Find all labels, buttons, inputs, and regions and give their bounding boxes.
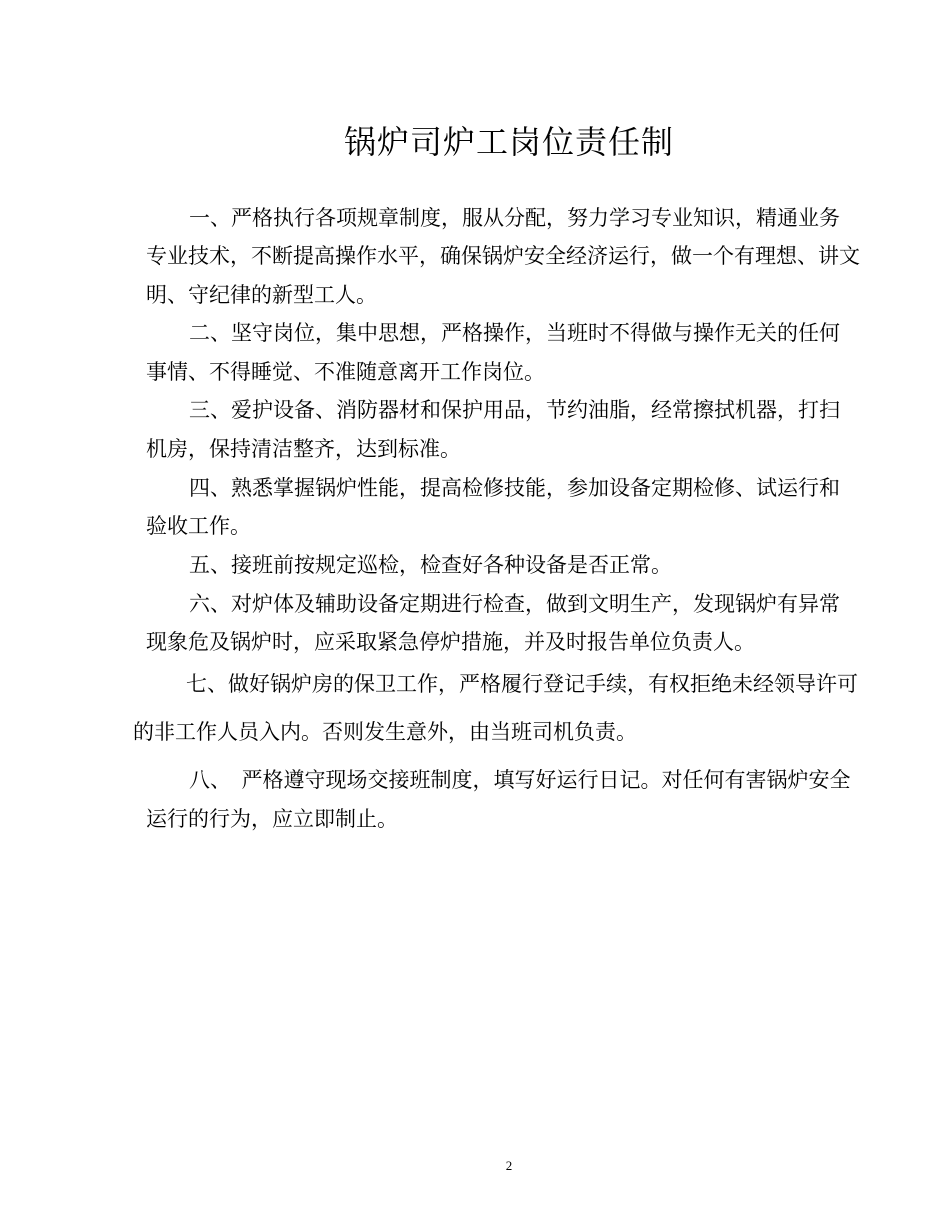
clause-4-line-2: 验收工作。 (146, 514, 251, 538)
clause-1-line-2: 专业技术，不断提高操作水平，确保锅炉安全经济运行，做一个有理想、讲文 (146, 244, 860, 268)
clause-3-line-2: 机房，保持清洁整齐，达到标准。 (146, 437, 461, 461)
clause-4-line-1: 四、熟悉掌握锅炉性能，提高检修技能，参加设备定期检修、试运行和 (189, 476, 840, 500)
document-title: 锅炉司炉工岗位责任制 (343, 123, 674, 161)
clause-2-line-1: 二、坚守岗位，集中思想，严格操作，当班时不得做与操作无关的任何 (189, 321, 840, 345)
clause-8-line-1: 八、 严格遵守现场交接班制度，填写好运行日记。对任何有害锅炉安全 (189, 768, 851, 792)
clause-7-line-1: 七、做好锅炉房的保卫工作，严格履行登记手续，有权拒绝未经领导许可 (186, 672, 858, 696)
clause-6-line-2: 现象危及锅炉时，应采取紧急停炉措施，并及时报告单位负责人。 (146, 630, 755, 654)
clause-3-line-1: 三、爱护设备、消防器材和保护用品，节约油脂，经常擦拭机器，打扫 (189, 398, 840, 422)
clause-7-line-2: 的非工作人员入内。否则发生意外，由当班司机负责。 (133, 720, 637, 744)
clause-6-line-1: 六、对炉体及辅助设备定期进行检查，做到文明生产，发现锅炉有异常 (189, 592, 840, 616)
page-number: 2 (505, 1158, 513, 1173)
clause-5-line-1: 五、接班前按规定巡检，检查好各种设备是否正常。 (189, 553, 672, 577)
clause-1-line-1: 一、严格执行各项规章制度，服从分配，努力学习专业知识，精通业务 (189, 206, 840, 230)
clause-1-line-3: 明、守纪律的新型工人。 (146, 283, 377, 307)
clause-8-line-2: 运行的行为，应立即制止。 (146, 807, 398, 831)
clause-2-line-2: 事情、不得睡觉、不准随意离开工作岗位。 (146, 360, 545, 384)
